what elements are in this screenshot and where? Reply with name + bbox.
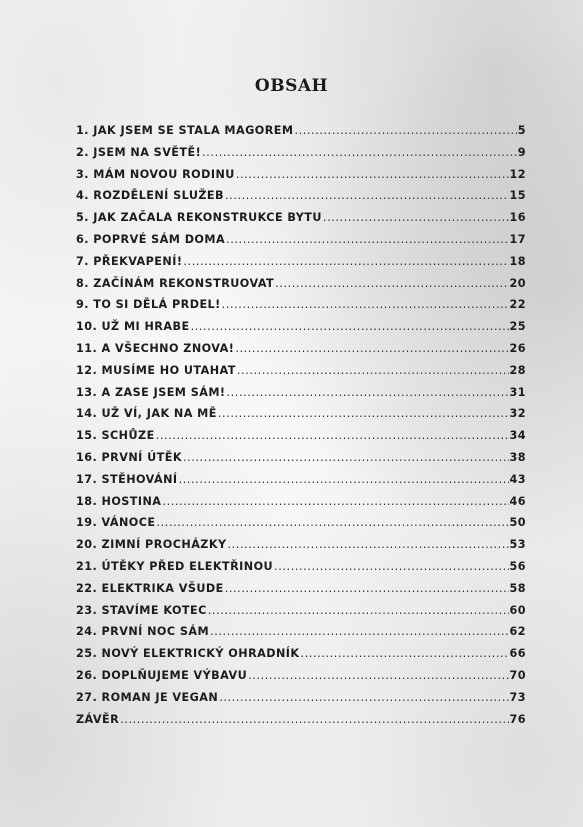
toc-entry-page-number: 17 [509, 232, 526, 246]
toc-entry-page-number: 50 [509, 516, 526, 530]
table-of-contents [76, 124, 526, 734]
toc-entry [76, 625, 526, 647]
toc-dot-leader [323, 211, 509, 224]
toc-entry [76, 713, 526, 735]
toc-entry [76, 538, 526, 560]
toc-entry-title: 9. TO SI DĚLÁ PRDEL! [76, 298, 221, 312]
toc-dot-leader [294, 124, 516, 137]
toc-entry [76, 277, 526, 299]
toc-entry [76, 604, 526, 626]
toc-dot-leader [120, 713, 508, 726]
toc-dot-leader [191, 320, 509, 333]
toc-entry-title: ZÁVĚR [76, 712, 120, 726]
toc-entry [76, 298, 526, 320]
toc-dot-leader [274, 560, 508, 573]
toc-dot-leader [237, 364, 509, 377]
toc-dot-leader [228, 538, 509, 551]
toc-dot-leader [236, 168, 509, 181]
toc-dot-leader [222, 298, 509, 311]
toc-dot-leader [157, 516, 509, 529]
toc-entry-title: 25. NOVÝ ELEKTRICKÝ OHRADNÍK [76, 647, 300, 661]
toc-dot-leader [301, 647, 509, 660]
toc-entry [76, 451, 526, 473]
toc-entry [76, 189, 526, 211]
toc-entry-page-number: 66 [509, 647, 526, 661]
toc-dot-leader [156, 429, 509, 442]
toc-dot-leader [210, 625, 508, 638]
toc-entry [76, 495, 526, 517]
toc-dot-leader [162, 495, 508, 508]
toc-entry-title: 17. STĚHOVÁNÍ [76, 472, 178, 486]
toc-dot-leader [225, 582, 509, 595]
toc-entry-title: 14. UŽ VÍ, JAK NA MĚ [76, 407, 217, 421]
toc-entry-title: 13. A ZASE JSEM SÁM! [76, 385, 226, 399]
toc-entry-page-number: 58 [509, 581, 526, 595]
toc-entry [76, 516, 526, 538]
toc-dot-leader [235, 342, 508, 355]
toc-entry-page-number: 25 [509, 320, 526, 334]
toc-dot-leader [225, 189, 509, 202]
toc-entry-title: 8. ZAČÍNÁM REKONSTRUOVAT [76, 276, 275, 290]
toc-entry [76, 146, 526, 168]
toc-dot-leader [219, 691, 508, 704]
toc-dot-leader [218, 407, 509, 420]
toc-entry-page-number: 26 [509, 341, 526, 355]
toc-entry-page-number: 43 [509, 472, 526, 486]
toc-entry-page-number: 12 [509, 167, 526, 181]
toc-entry-page-number: 22 [509, 298, 526, 312]
toc-entry-page-number: 56 [509, 559, 526, 573]
toc-entry-title: 1. JAK JSEM SE STALA MAGOREM [76, 124, 294, 137]
toc-entry-page-number: 60 [509, 603, 526, 617]
toc-entry-page-number: 28 [509, 363, 526, 377]
toc-entry-title: 19. VÁNOCE [76, 516, 156, 530]
toc-entry-title: 4. ROZDĚLENÍ SLUŽEB [76, 189, 224, 203]
toc-entry-title: 21. ÚTĚKY PŘED ELEKTŘINOU [76, 559, 274, 573]
toc-entry-title: 18. HOSTINA [76, 494, 162, 508]
toc-entry-title: 7. PŘEKVAPENÍ! [76, 254, 183, 268]
toc-entry-title: 2. JSEM NA SVĚTĚ! [76, 145, 202, 159]
toc-entry-page-number: 62 [509, 625, 526, 639]
toc-entry [76, 124, 526, 146]
toc-entry [76, 386, 526, 408]
toc-dot-leader [208, 604, 509, 617]
toc-entry-page-number: 70 [509, 668, 526, 682]
toc-entry [76, 582, 526, 604]
toc-dot-leader [179, 473, 509, 486]
toc-entry-page-number: 31 [509, 385, 526, 399]
toc-dot-leader [226, 386, 508, 399]
toc-entry-title: 15. SCHŮZE [76, 429, 155, 443]
toc-entry [76, 233, 526, 255]
toc-entry-page-number: 16 [509, 211, 526, 225]
toc-entry-title: 16. PRVNÍ ÚTĚK [76, 450, 182, 464]
toc-entry-title: 6. POPRVÉ SÁM DOMA [76, 232, 226, 246]
toc-entry-page-number: 9 [517, 145, 526, 159]
toc-entry-page-number: 5 [517, 124, 526, 137]
toc-entry [76, 342, 526, 364]
toc-entry [76, 429, 526, 451]
toc-entry [76, 669, 526, 691]
toc-entry [76, 168, 526, 190]
toc-entry-page-number: 18 [509, 254, 526, 268]
toc-entry-title: 12. MUSÍME HO UTAHAT [76, 363, 236, 377]
toc-entry [76, 364, 526, 386]
toc-entry-title: 27. ROMAN JE VEGAN [76, 690, 219, 704]
toc-entry-page-number: 15 [509, 189, 526, 203]
toc-entry-title: 24. PRVNÍ NOC SÁM [76, 625, 210, 639]
toc-dot-leader [202, 146, 517, 159]
toc-entry [76, 473, 526, 495]
toc-entry-page-number: 76 [509, 712, 526, 726]
toc-dot-leader [248, 669, 508, 682]
toc-dot-leader [275, 277, 508, 290]
toc-entry-title: 22. ELEKTRIKA VŠUDE [76, 581, 224, 595]
toc-entry-page-number: 32 [509, 407, 526, 421]
toc-entry [76, 647, 526, 669]
toc-entry-title: 23. STAVÍME KOTEC [76, 603, 207, 617]
toc-entry-title: 5. JAK ZAČALA REKONSTRUKCE BYTU [76, 211, 322, 225]
toc-entry-page-number: 53 [509, 538, 526, 552]
toc-entry [76, 320, 526, 342]
page-title: OBSAH [254, 76, 329, 96]
toc-entry [76, 560, 526, 582]
toc-entry-title: 26. DOPLŇUJEME VÝBAVU [76, 668, 248, 682]
toc-entry-page-number: 73 [509, 690, 526, 704]
toc-entry-title: 10. UŽ MI HRABE [76, 320, 190, 334]
toc-dot-leader [183, 451, 509, 464]
toc-entry [76, 255, 526, 277]
toc-dot-leader [183, 255, 508, 268]
toc-entry [76, 691, 526, 713]
toc-entry-page-number: 38 [509, 450, 526, 464]
toc-dot-leader [226, 233, 508, 246]
toc-entry [76, 407, 526, 429]
toc-entry-page-number: 20 [509, 276, 526, 290]
toc-entry-page-number: 34 [509, 429, 526, 443]
toc-entry-title: 11. A VŠECHNO ZNOVA! [76, 341, 235, 355]
toc-entry-title: 20. ZIMNÍ PROCHÁZKY [76, 538, 227, 552]
toc-entry-title: 3. MÁM NOVOU RODINU [76, 167, 235, 181]
toc-entry [76, 211, 526, 233]
toc-entry-page-number: 46 [509, 494, 526, 508]
